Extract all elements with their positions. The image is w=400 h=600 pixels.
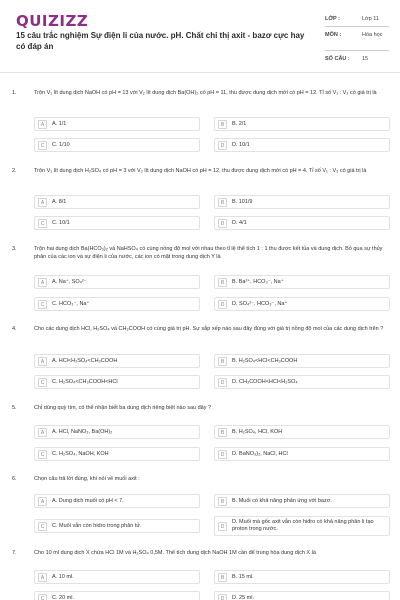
meta-grade-value: Lớp 11 — [362, 16, 379, 22]
option-letter-badge: C — [38, 522, 47, 531]
option-text: B. 2/1 — [232, 121, 247, 127]
option-text: D. BaNO₃)₂, NaCl, HCl — [232, 451, 288, 457]
option-letter-badge: B — [218, 428, 227, 437]
option-a[interactable] — [34, 195, 200, 209]
question-text: Trộn V₁ lít dung dịch NaOH có pH = 13 với V₂ lít dung dịch Ba(OH)₂ có pH = 11, thu được dung dịch mới có pH = 12. Tỉ số V₁ : V₂ có giá trị là — [34, 90, 377, 96]
option-text: A. HCl<H₂SO₄<CH₃COOH — [52, 358, 118, 364]
option-c[interactable] — [34, 138, 200, 152]
option-text: C. 10/1 — [52, 220, 70, 226]
option-letter-badge: C — [38, 219, 47, 228]
question-text: Cho 10 ml dung dịch X chứa HCl 1M và H₂SO₄ 0,5M. Thể tích dung dịch NaOH 1M cần để trung hòa dung dịch X là — [34, 550, 316, 556]
option-letter-badge: D — [218, 300, 227, 309]
option-text: C. H₂SO₄, NaOH, KOH — [52, 451, 109, 457]
option-d[interactable] — [214, 591, 390, 600]
option-letter-badge: B — [218, 120, 227, 129]
option-letter-badge: B — [218, 357, 227, 366]
option-letter-badge: B — [218, 573, 227, 582]
option-text: C. 1/10 — [52, 142, 70, 148]
option-letter-badge: C — [38, 300, 47, 309]
question-number: 7. — [12, 550, 17, 556]
option-letter-badge: D — [218, 594, 227, 600]
option-b[interactable] — [214, 354, 390, 368]
option-text: A. 10 ml. — [52, 574, 74, 580]
option-a[interactable] — [34, 570, 200, 584]
option-text: A. 1/1 — [52, 121, 67, 127]
option-letter-badge: D — [218, 141, 227, 150]
option-text: C. HCO₃⁻, Na⁺ — [52, 301, 90, 307]
option-letter-badge: A — [38, 428, 47, 437]
question-text: Chọn câu trả lời đúng, khi nói về muối axit : — [34, 476, 140, 482]
option-text: B. 101/9 — [232, 199, 253, 205]
divider — [325, 26, 389, 27]
option-letter-badge: B — [218, 198, 227, 207]
meta-subject-label: MÔN : — [325, 32, 342, 38]
option-d[interactable] — [214, 216, 390, 230]
option-d[interactable] — [214, 516, 390, 536]
option-text: B. H₂SO₄<HCl<CH₃COOH — [232, 358, 298, 364]
option-text: C. 20 ml. — [52, 595, 75, 600]
meta-count-label: SỐ CÂU : — [325, 56, 350, 62]
option-letter-badge: D — [218, 522, 227, 531]
option-letter-badge: A — [38, 120, 47, 129]
option-d[interactable] — [214, 375, 390, 389]
option-text: A. 8/1 — [52, 199, 67, 205]
option-c[interactable] — [34, 216, 200, 230]
option-b[interactable] — [214, 275, 390, 289]
option-text: C. H₂SO₄<CH₃COOH<HCl — [52, 379, 118, 385]
option-text: A. HCl, NaNO₃, Ba(OH)₂ — [52, 429, 113, 435]
option-b[interactable] — [214, 117, 390, 131]
option-a[interactable] — [34, 117, 200, 131]
option-letter-badge: A — [38, 497, 47, 506]
option-text: C. Muối vẫn còn hidro trong phân tử. — [52, 523, 142, 529]
option-letter-badge: C — [38, 378, 47, 387]
option-text: B. 15 ml. — [232, 574, 254, 580]
option-text: A. Dung dịch muối có pH < 7. — [52, 498, 124, 504]
option-b[interactable] — [214, 195, 390, 209]
option-a[interactable] — [34, 275, 200, 289]
option-letter-badge: A — [38, 357, 47, 366]
option-letter-badge: C — [38, 450, 47, 459]
option-d[interactable] — [214, 447, 390, 461]
option-a[interactable] — [34, 494, 200, 508]
worksheet-header — [0, 0, 400, 72]
option-text: D. 4/1 — [232, 220, 247, 226]
meta-count-value: 15 — [362, 56, 369, 62]
option-letter-badge: D — [218, 219, 227, 228]
option-text: D. 10/1 — [232, 142, 250, 148]
question-number: 2. — [12, 168, 17, 174]
option-c[interactable] — [34, 375, 200, 389]
option-letter-badge: B — [218, 278, 227, 287]
option-c[interactable] — [34, 447, 200, 461]
question-text: Cho các dung dịch HCl, H₂SO₄ và CH₃COOH có cùng giá trị pH. Sự sắp xếp nào sau đây đúng với giá trị nồng độ mol của các dung dịch trên ? — [34, 326, 384, 332]
option-c[interactable] — [34, 591, 200, 600]
meta-subject-value: Hóa học — [362, 32, 383, 38]
option-letter-badge: C — [38, 141, 47, 150]
option-text: D. SO₄²⁻, HCO₃⁻, Na⁺ — [232, 301, 288, 307]
quizizz-logo: QUIZIZZ — [16, 12, 89, 30]
option-letter-badge: C — [38, 594, 47, 600]
option-letter-badge: A — [38, 278, 47, 287]
option-letter-badge: D — [218, 378, 227, 387]
option-text: D. 25 ml. — [232, 595, 255, 600]
question-number: 1. — [12, 90, 17, 96]
header-divider — [0, 72, 400, 73]
question-number: 5. — [12, 405, 17, 411]
option-text: D. Muối mà gốc axit vẫn còn hiđro có khả năng phân li tạo proton trong nước. — [232, 519, 374, 532]
option-b[interactable] — [214, 425, 390, 439]
option-letter-badge: A — [38, 573, 47, 582]
option-b[interactable] — [214, 494, 390, 508]
worksheet-title: 15 câu trắc nghiệm Sự điện li của nước. pH. Chất chỉ thị axit - bazơ cực hay có đáp án — [16, 31, 305, 51]
question-text: Chỉ dùng quỳ tím, có thể nhận biết ba dung dịch riêng biệt nào sau đây ? — [34, 405, 212, 411]
option-c[interactable] — [34, 297, 200, 311]
option-text: B. H₂SO₄, HCl, KOH — [232, 429, 283, 435]
question-number: 4. — [12, 326, 17, 332]
option-letter-badge: D — [218, 450, 227, 459]
option-d[interactable] — [214, 138, 390, 152]
question-number: 3. — [12, 246, 17, 252]
option-text: D. CH₃COOH<HCl<H₂SO₄ — [232, 379, 298, 385]
question-text: Trộn V₁ lít dung dịch H₂SO₄ có pH = 3 với V₂ lít dung dịch NaOH có pH = 12, thu được dung dịch mới có pH = 4. Tỉ số V₁ : V₂ có giá trị là — [34, 168, 367, 174]
question-text: Trộn hai dung dịch Ba(HCO₃)₂ và NaHSO₄ có cùng nồng độ mol với nhau theo tỉ lệ thể tích 1 : 1 thu được kết tủa và dung dịch. Bỏ qua sự thủy phân của các ion và sự điện li của nước, các ion có mặt trong dung dịch Y là — [34, 246, 383, 260]
option-text: A. Na⁺, SO₄²⁻ — [52, 279, 87, 285]
option-a[interactable] — [34, 354, 200, 368]
meta-grade-label: LỚP : — [325, 16, 340, 22]
option-d[interactable] — [214, 297, 390, 311]
option-b[interactable] — [214, 570, 390, 584]
option-letter-badge: B — [218, 497, 227, 506]
option-text: B. Muối có khả năng phản ứng với bazơ. — [232, 498, 332, 504]
option-text: B. Ba²⁺, HCO₃⁻, Na⁺ — [232, 279, 284, 285]
option-letter-badge: A — [38, 198, 47, 207]
option-c[interactable] — [34, 519, 200, 533]
divider — [325, 50, 389, 51]
question-number: 6. — [12, 476, 17, 482]
option-a[interactable] — [34, 425, 200, 439]
